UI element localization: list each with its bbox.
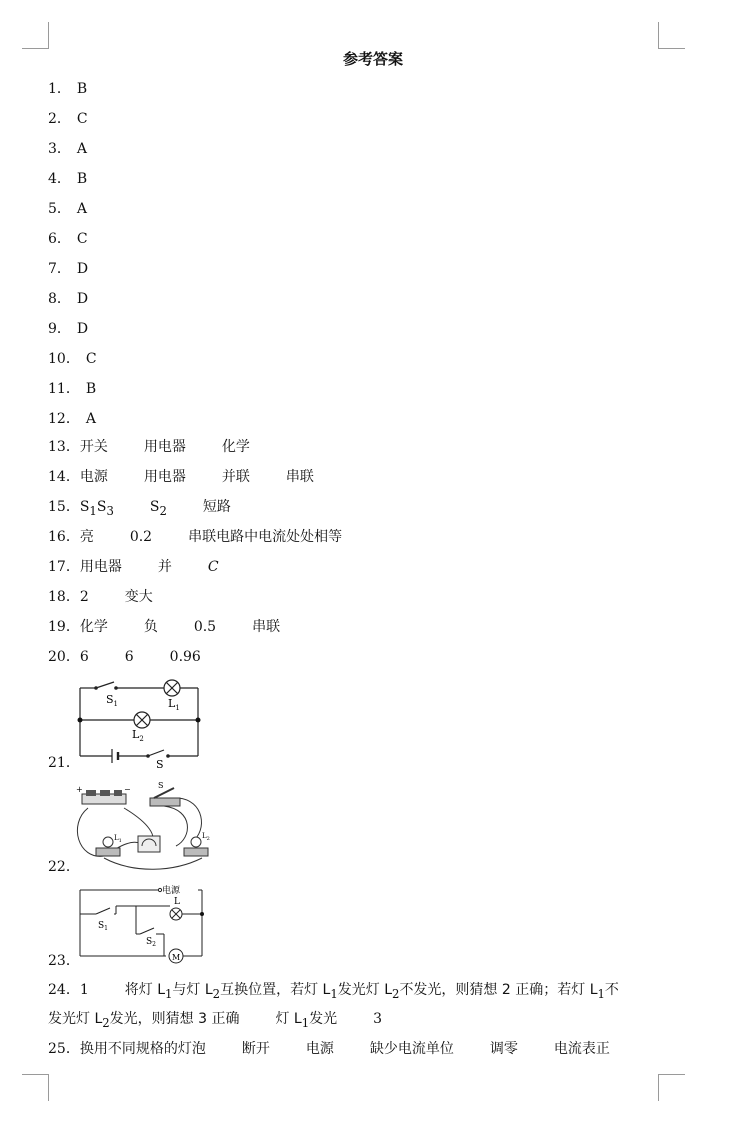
answer-row bbox=[48, 78, 87, 100]
corner-mark-bottom-right bbox=[658, 1074, 685, 1101]
corner-mark-bottom-left bbox=[22, 1074, 49, 1101]
answer-24-line-2: 发光灯 $L_2$发光，则猜想 3 正确 灯 $L_1$发光 3 bbox=[48, 1011, 383, 1030]
answer-20: 20．6 6 0.96 bbox=[48, 649, 201, 665]
question-number: 12． bbox=[48, 411, 80, 427]
answer-choice: B bbox=[76, 171, 88, 187]
label-s1: $S_1$ bbox=[98, 921, 108, 932]
answer-choice: B bbox=[85, 381, 97, 397]
answer-choice: A bbox=[76, 201, 88, 217]
answer-row bbox=[48, 288, 88, 310]
circuit-diagram-23 bbox=[76, 882, 208, 968]
answer-row bbox=[48, 138, 87, 160]
label-s: S bbox=[156, 758, 164, 768]
answer-row bbox=[48, 378, 96, 400]
answer-row bbox=[48, 318, 88, 340]
question-number: 9． bbox=[48, 321, 71, 337]
label-s1: $S_1$ bbox=[106, 693, 119, 708]
label-l: L bbox=[174, 897, 180, 907]
physical-circuit-22 bbox=[74, 780, 216, 872]
answer-15: 15．$S_1S_3$ $S_2$ 短路 bbox=[48, 499, 231, 518]
question-number: 11． bbox=[48, 381, 80, 397]
answer-18: 18．2 变大 bbox=[48, 589, 153, 605]
label-m: M bbox=[172, 953, 181, 962]
question-number: 1． bbox=[48, 81, 71, 97]
label-plus: + bbox=[76, 785, 83, 794]
answer-13: 13．开关 用电器 化学 bbox=[48, 439, 250, 455]
answer-choice: D bbox=[76, 261, 89, 277]
question-number: 2． bbox=[48, 111, 71, 127]
answer-16: 16．亮 0.2 串联电路中电流处处相等 bbox=[48, 529, 343, 545]
answer-choice: D bbox=[76, 291, 89, 307]
page-title: 参考答案 bbox=[342, 50, 403, 68]
corner-mark-top-left bbox=[22, 22, 49, 49]
answer-choice: D bbox=[76, 321, 89, 337]
answer-row bbox=[48, 228, 88, 250]
label-minus: − bbox=[124, 785, 131, 794]
label-l1: $L_1$ bbox=[114, 834, 122, 844]
answer-19: 19．化学 负 0.5 串联 bbox=[48, 619, 281, 635]
answer-choice: B bbox=[76, 81, 88, 97]
answer-choice: C bbox=[76, 111, 88, 127]
answer-14: 14．电源 用电器 并联 串联 bbox=[48, 469, 314, 485]
label-l2: $L_2$ bbox=[202, 832, 210, 842]
answer-choice: C bbox=[85, 351, 97, 367]
answer-row bbox=[48, 198, 87, 220]
answer-24-line-1: 24．1 将灯 $L_1$与灯 $L_2$互换位置，若灯 $L_1$发光灯 $L_2$不发光，则猜想 2 正确；若灯 $L_1$不 bbox=[48, 982, 619, 1001]
corner-mark-top-right bbox=[658, 22, 685, 49]
label-s2: $S_2$ bbox=[146, 937, 156, 948]
answer-22-number: 22． bbox=[48, 859, 80, 875]
answer-17: 17．用电器 并 C bbox=[48, 559, 219, 575]
label-power: 电源 bbox=[162, 886, 181, 896]
label-s: S bbox=[158, 781, 164, 790]
answer-23-number: 23． bbox=[48, 953, 80, 969]
answer-25: 25．换用不同规格的灯泡 断开 电源 缺少电流单位 调零 电流表正 bbox=[48, 1041, 610, 1057]
question-number: 6． bbox=[48, 231, 71, 247]
answer-21-number: 21． bbox=[48, 755, 80, 771]
label-l1: $L_1$ bbox=[168, 697, 180, 712]
answer-row bbox=[48, 258, 88, 280]
question-number: 5． bbox=[48, 201, 71, 217]
question-number: 10． bbox=[48, 351, 80, 367]
question-number: 3． bbox=[48, 141, 71, 157]
answer-choice: A bbox=[85, 411, 96, 427]
question-number: 4． bbox=[48, 171, 71, 187]
question-number: 8． bbox=[48, 291, 71, 307]
question-number: 7． bbox=[48, 261, 71, 277]
answer-choice: C bbox=[76, 231, 88, 247]
answer-row bbox=[48, 108, 88, 130]
circuit-diagram-21 bbox=[76, 676, 206, 768]
answer-row bbox=[48, 348, 97, 370]
label-l2: $L_2$ bbox=[132, 728, 144, 743]
answer-choice: A bbox=[76, 141, 88, 157]
answer-row bbox=[48, 408, 96, 430]
answer-row bbox=[48, 168, 87, 190]
